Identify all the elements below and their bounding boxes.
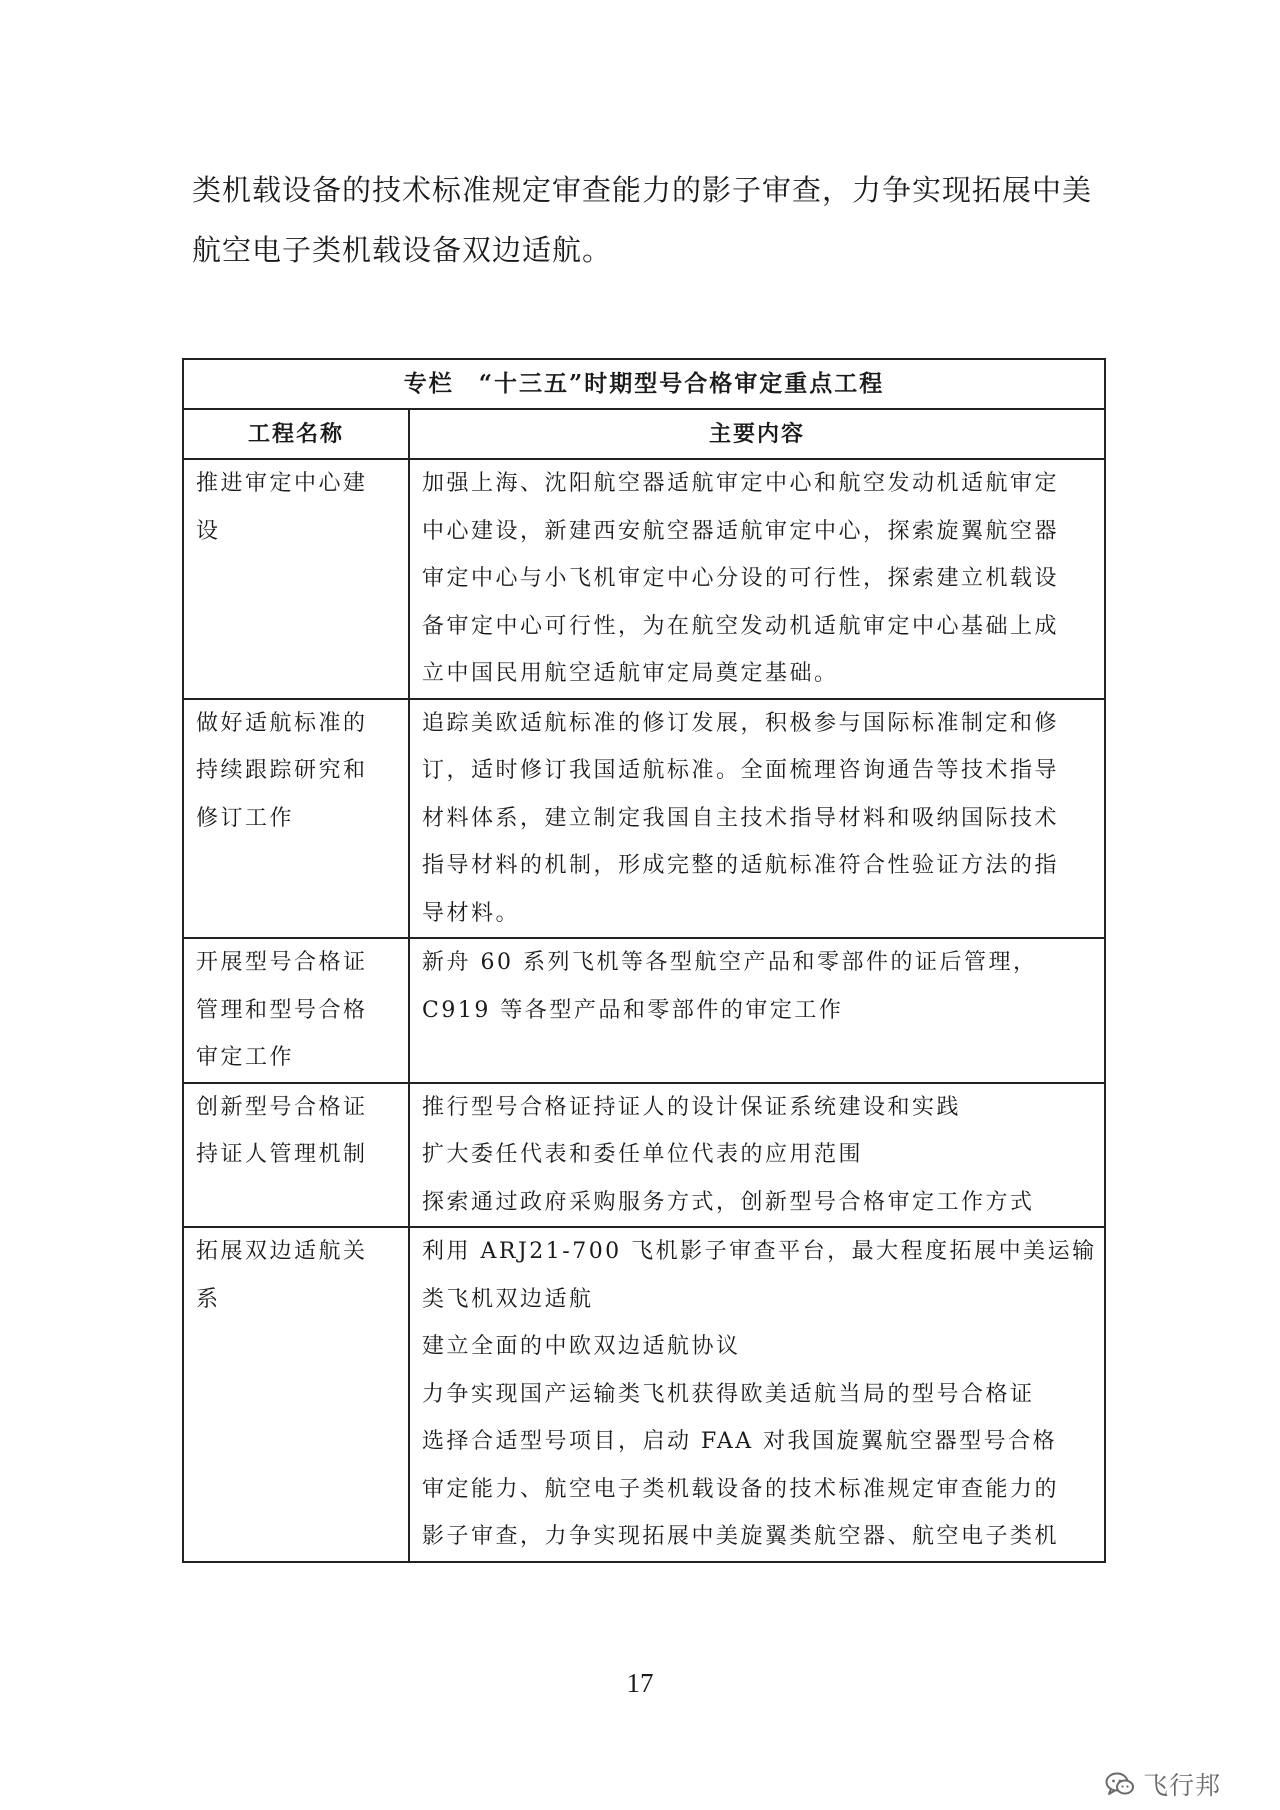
content-line: 探索通过政府采购服务方式，创新型号合格审定工作方式 — [422, 1189, 1035, 1215]
project-name-cell — [183, 459, 409, 699]
content-line: 审定中心与小飞机审定中心分设的可行性，探索建立机载设 — [422, 566, 1060, 591]
content-line: 选择合适型号项目，启动 FAA 对我国旋翼航空器型号合格 — [422, 1429, 1058, 1454]
project-name-line: 持证人管理机制 — [196, 1142, 368, 1167]
project-name-line: 做好适航标准的 — [196, 710, 368, 736]
project-content-cell — [409, 938, 1105, 1083]
header-main-content: 主要内容 — [409, 409, 1105, 459]
project-name-line: 开展型号合格证 — [196, 950, 368, 975]
project-content-cell — [409, 1083, 1105, 1228]
watermark-text: 飞行邦 — [1143, 1771, 1222, 1800]
watermark — [1105, 1766, 1221, 1802]
table-row — [183, 1083, 1105, 1228]
project-name-cell — [183, 1083, 409, 1228]
project-content-cell — [409, 699, 1105, 939]
project-name-line: 创新型号合格证 — [196, 1094, 368, 1120]
content-line: 力争实现国产运输类飞机获得欧美适航当局的型号合格证 — [422, 1381, 1035, 1407]
content-line: 加强上海、沈阳航空器适航审定中心和航空发动机适航审定 — [422, 471, 1060, 496]
content-line: 指导材料的机制，形成完整的适航标准符合性验证方法的指 — [422, 853, 1060, 878]
table-row — [183, 938, 1105, 1083]
project-name-line: 推进审定中心建 — [196, 471, 368, 496]
project-content-cell — [409, 459, 1105, 699]
content-line: 中心建设，新建西安航空器适航审定中心，探索旋翼航空器 — [422, 518, 1060, 544]
content-line: C919 等各型产品和零部件的审定工作 — [422, 997, 844, 1023]
intro-paragraph — [192, 160, 1092, 280]
project-name-line: 系 — [196, 1286, 221, 1312]
project-name-line: 持续跟踪研究和 — [196, 758, 368, 783]
project-name-line: 设 — [196, 518, 221, 544]
project-name-line: 审定工作 — [196, 1045, 295, 1070]
intro-line: 航空电子类机载设备双边适航。 — [192, 233, 613, 267]
table-row — [183, 459, 1105, 699]
content-line: 建立全面的中欧双边适航协议 — [422, 1334, 741, 1359]
project-name-cell — [183, 1227, 409, 1562]
projects-table — [182, 358, 1106, 1563]
wechat-icon — [1105, 1771, 1135, 1797]
content-line: 追踪美欧适航标准的修订发展，积极参与国际标准制定和修 — [422, 710, 1060, 736]
table-row — [183, 699, 1105, 939]
project-name-cell — [183, 938, 409, 1083]
content-line: 立中国民用航空适航审定局奠定基础。 — [422, 661, 839, 686]
page-number: 17 — [626, 1668, 654, 1698]
content-line: 利用 ARJ21-700 飞机影子审查平台，最大程度拓展中美运输 — [422, 1239, 1097, 1264]
project-name-line: 管理和型号合格 — [196, 997, 368, 1023]
project-name-line: 拓展双边适航关 — [196, 1239, 368, 1264]
header-project-name: 工程名称 — [183, 409, 409, 459]
project-name-cell — [183, 699, 409, 939]
project-name-line: 修订工作 — [196, 805, 295, 831]
project-content-cell — [409, 1227, 1105, 1562]
table-title: 专栏 “十三五”时期型号合格审定重点工程 — [183, 359, 1105, 409]
content-line: 备审定中心可行性，为在航空发动机适航审定中心基础上成 — [422, 613, 1060, 639]
content-line: 推行型号合格证持证人的设计保证系统建设和实践 — [422, 1094, 962, 1120]
table-row — [183, 1227, 1105, 1562]
content-line: 订，适时修订我国适航标准。全面梳理咨询通告等技术指导 — [422, 758, 1060, 783]
content-line: 扩大委任代表和委任单位代表的应用范围 — [422, 1142, 864, 1167]
content-line: 类飞机双边适航 — [422, 1286, 594, 1312]
content-line: 影子审查，力争实现拓展中美旋翼类航空器、航空电子类机 — [422, 1524, 1060, 1549]
content-line: 材料体系，建立制定我国自主技术指导材料和吸纳国际技术 — [422, 805, 1060, 831]
content-line: 审定能力、航空电子类机载设备的技术标准规定审查能力的 — [422, 1476, 1060, 1502]
content-line: 导材料。 — [422, 900, 521, 926]
intro-line: 类机载设备的技术标准规定审查能力的影子审查，力争实现拓展中美 — [192, 173, 1093, 207]
content-line: 新舟 60 系列飞机等各型航空产品和零部件的证后管理， — [422, 950, 1038, 975]
